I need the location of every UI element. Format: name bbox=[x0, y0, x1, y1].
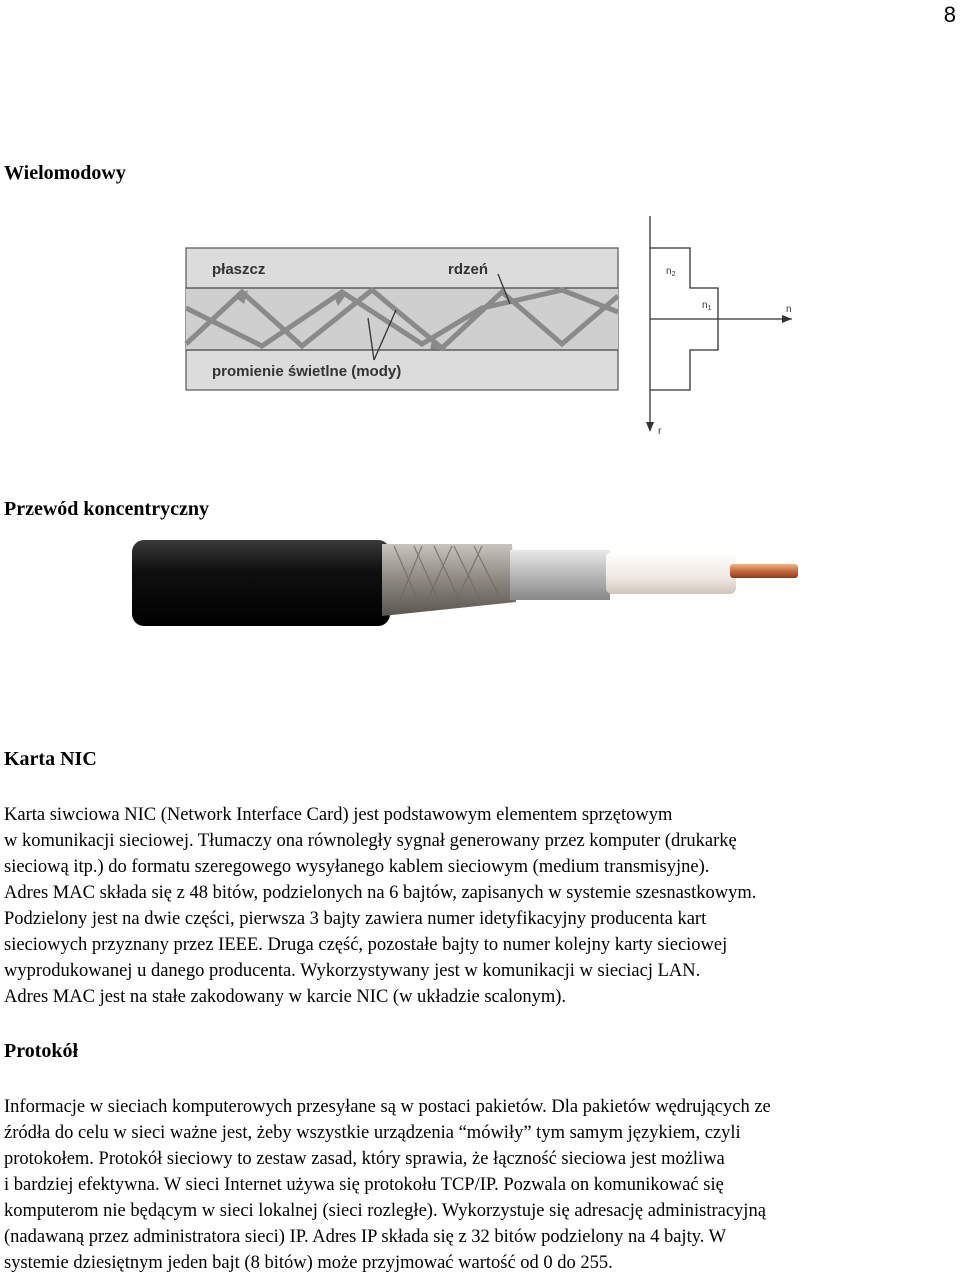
label-n-axis: n bbox=[786, 304, 792, 315]
cable-jacket bbox=[132, 540, 390, 626]
cable-dielectric bbox=[606, 552, 736, 594]
heading-protocol: Protokół bbox=[4, 1040, 79, 1062]
protocol-line: i bardziej efektywna. W sieci Internet używa się protokołu TCP/IP. Pozwala on komunikować się bbox=[4, 1175, 724, 1195]
heading-multimode: Wielomodowy bbox=[4, 162, 126, 184]
protocol-line: protokołem. Protokół sieciowy to zestaw zasad, który sprawia, że łączność sieciowa jest możliwa bbox=[4, 1149, 725, 1169]
refractive-index-profile bbox=[650, 216, 792, 426]
cable-braid bbox=[382, 544, 516, 616]
label-rays: promienie świetlne (mody) bbox=[212, 363, 402, 380]
protocol-line: Informacje w sieciach komputerowych przesyłane są w postaci pakietów. Dla pakietów wędrujących ze bbox=[4, 1097, 771, 1117]
nic-line: Adres MAC składa się z 48 bitów, podzielonych na 6 bajtów, zapisanych w systemie szesnastkowym. bbox=[4, 883, 757, 903]
page-number: 8 bbox=[943, 2, 956, 27]
coaxial-cable-image bbox=[132, 530, 812, 640]
multimode-fiber-diagram bbox=[182, 212, 802, 442]
protocol-line: komputerom nie będącym w sieci lokalnej (sieci rozległe). Wykorzystuje się adresację administracyjną bbox=[4, 1201, 766, 1221]
label-r-axis: r bbox=[658, 426, 662, 437]
label-core: rdzeń bbox=[448, 261, 489, 278]
protocol-line: systemie dziesiętnym jeden bajt (8 bitów) może przyjmować wartość od 0 do 255. bbox=[4, 1253, 613, 1273]
cable-foil-shield bbox=[510, 550, 610, 600]
protocol-line: (nadawaną przez administratora sieci) IP. Adres IP składa się z 32 bitów podzielony na 4 bajty. W bbox=[4, 1227, 727, 1247]
heading-nic: Karta NIC bbox=[4, 748, 97, 770]
label-cladding: płaszcz bbox=[212, 261, 266, 278]
nic-line: sieciową itp.) do formatu szeregowego wysyłanego kablem sieciowym (medium transmisyjne). bbox=[4, 857, 710, 877]
label-n2: $n_2$ bbox=[666, 266, 676, 278]
protocol-paragraph bbox=[4, 1094, 960, 1276]
nic-line: Adres MAC jest na stałe zakodowany w karcie NIC (w układzie scalonym). bbox=[4, 987, 567, 1007]
cable-copper-core bbox=[730, 564, 798, 578]
axis-r-arrow bbox=[646, 422, 654, 432]
axis-n-arrow bbox=[782, 315, 792, 323]
nic-line: w komunikacji sieciowej. Tłumaczy ona równoległy sygnał generowany przez komputer (drukarkę bbox=[4, 831, 737, 851]
nic-paragraph bbox=[4, 802, 960, 1010]
label-n1: $n_1$ bbox=[702, 300, 712, 312]
protocol-line: źródła do celu w sieci ważne jest, żeby wszystkie urządzenia “mówiły” tym samym językiem, czyli bbox=[4, 1123, 741, 1143]
nic-line: sieciowych przyznany przez IEEE. Druga część, pozostałe bajty to numer kolejny karty sieciowej bbox=[4, 935, 728, 955]
nic-line: Podzielony jest na dwie części, pierwsza 3 bajty zawiera numer idetyfikacyjny producenta kart bbox=[4, 909, 707, 929]
heading-coax: Przewód koncentryczny bbox=[4, 498, 209, 520]
nic-line: Karta siwciowa NIC (Network Interface Card) jest podstawowym elementem sprzętowym bbox=[4, 805, 673, 825]
nic-line: wyprodukowanej u danego producenta. Wykorzystywany jest w komunikacji w sieciacj LAN. bbox=[4, 961, 701, 981]
